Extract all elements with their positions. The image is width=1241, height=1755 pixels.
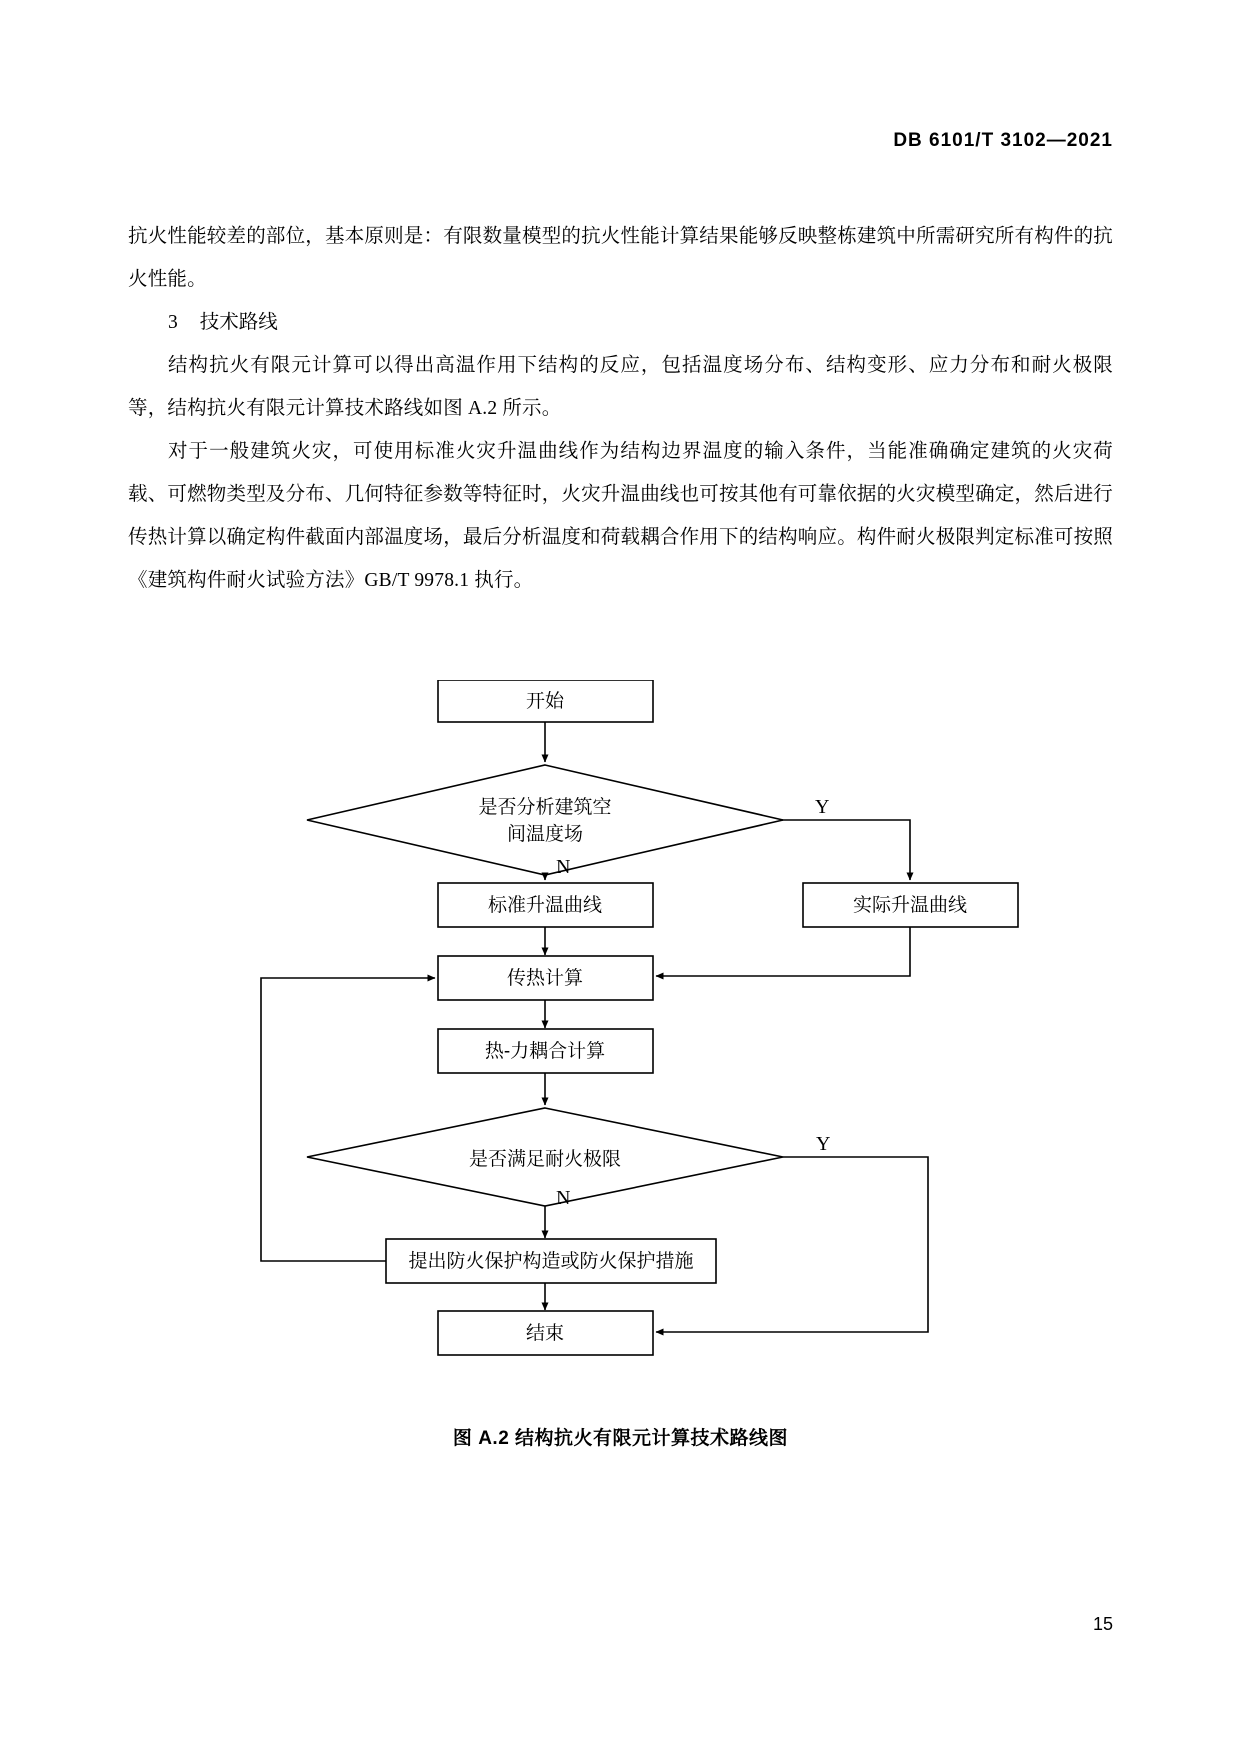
flow-label-yes-1: Y [815, 796, 830, 818]
flow-label-no-1: N [556, 856, 571, 878]
flow-node-actual-curve [803, 883, 1018, 927]
flowchart [128, 680, 1113, 1410]
flow-node-heat-transfer-label: 传热计算 [506, 968, 584, 989]
flow-node-protection-measures [386, 1239, 716, 1283]
flow-node-decision1-line1: 是否分析建筑空 [478, 797, 612, 818]
flow-node-end [438, 1311, 653, 1355]
flow-node-actual-curve-label: 实际升温曲线 [852, 895, 968, 916]
flow-node-start [438, 680, 653, 722]
flow-node-thermal-mechanical-label: 热-力耦合计算 [484, 1041, 606, 1062]
document-body [128, 215, 1113, 602]
page-header: DB 6101/T 3102—2021 [893, 130, 1113, 151]
flow-node-standard-curve-label: 标准升温曲线 [487, 895, 603, 916]
flow-node-heat-transfer [438, 956, 653, 1000]
section-number: 3 [168, 312, 178, 333]
paragraph-1: 抗火性能较差的部位，基本原则是：有限数量模型的抗火性能计算结果能够反映整栋建筑中所需研究所有构件的抗火性能。 [128, 226, 1114, 290]
flow-node-start-label: 开始 [525, 691, 565, 712]
flow-node-decision-space-temperature [307, 765, 783, 875]
paragraph-3: 对于一般建筑火灾，可使用标准火灾升温曲线作为结构边界温度的输入条件，当能准确确定建筑的火灾荷载、可燃物类型及分布、几何特征参数等特征时，火灾升温曲线也可按其他有可靠依据的火灾模型确定，然后进行传热计算以确定构件截面内部温度场，最后分析温度和荷载耦合作用下的结构响应。构件耐火极限判定标准可按照《建筑构件耐火试验方法》GB/T 9978.1 执行。 [128, 441, 1114, 591]
flow-label-yes-2: Y [816, 1133, 831, 1155]
flow-node-decision1-line2: 间温度场 [506, 824, 584, 845]
paragraph-2: 结构抗火有限元计算可以得出高温作用下结构的反应，包括温度场分布、结构变形、应力分布和耐火极限等，结构抗火有限元计算技术路线如图 A.2 所示。 [128, 355, 1113, 419]
flow-node-standard-curve [438, 883, 653, 927]
section-title: 技术路线 [199, 312, 278, 333]
flow-node-decision-fire-resistance [307, 1108, 783, 1206]
flow-label-no-2: N [556, 1187, 571, 1209]
flow-node-decision2-label: 是否满足耐火极限 [468, 1149, 622, 1170]
flow-node-thermal-mechanical [438, 1029, 653, 1073]
flow-node-protection-measures-label: 提出防火保护构造或防火保护措施 [408, 1251, 694, 1272]
flow-node-end-label: 结束 [525, 1323, 565, 1344]
figure-caption: 图 A.2 结构抗火有限元计算技术路线图 [452, 1428, 789, 1449]
section-heading [128, 301, 1113, 344]
page-number: 15 [1092, 1614, 1113, 1634]
